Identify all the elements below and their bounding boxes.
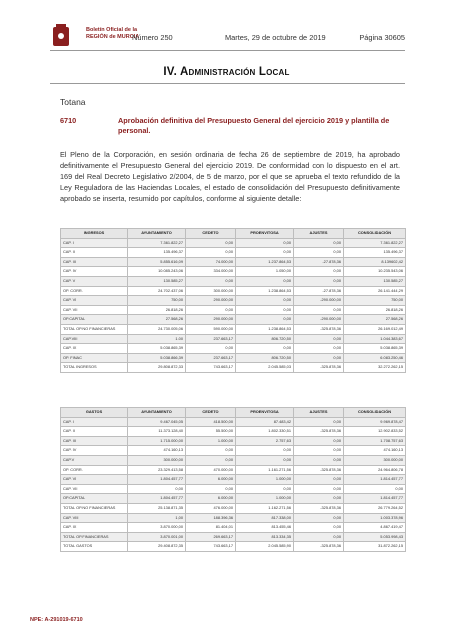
table-cell: 1.161.271,56 [236,465,294,475]
table-cell: -325.878,36 [294,363,344,373]
table-cell: 24.730.005,06 [128,324,186,334]
table-cell: 29.408.872,35 [128,542,186,552]
table-row [61,305,406,315]
table-cell: 1.814.457,77 [344,494,406,504]
table-cell: 476.000,00 [186,503,236,513]
table-row [61,475,406,485]
table-cell: 0,00 [236,344,294,354]
table-cell: 0,00 [294,417,344,427]
table-cell: 750,00 [128,296,186,306]
table-cell: 0,00 [186,238,236,248]
table-cell: 7.361.822,27 [344,238,406,248]
table-cell: 743.663,17 [186,363,236,373]
table-cell: 0,00 [236,248,294,258]
income-table-header [61,229,406,239]
table-row [61,257,406,267]
table-cell: 27.568,26 [344,315,406,325]
table-cell: 817.338,00 [236,513,294,523]
table-row [61,494,406,504]
region-crest-icon [50,24,82,48]
table-cell: -27.878,36 [294,257,344,267]
table-cell: 0,00 [186,248,236,258]
table-cell: 0,00 [294,532,344,542]
table-cell: 9.467.045,05 [128,417,186,427]
row-label: CAP.VIII [61,334,128,344]
table-cell: -325.878,36 [294,465,344,475]
table-row [61,315,406,325]
table-cell: 5.038.865,39 [128,344,186,354]
row-label: CAP. VIII [61,513,128,523]
table-cell: 0,00 [186,276,236,286]
table-row [61,267,406,277]
table-cell: 74.000,00 [186,257,236,267]
table-cell: 5.038.865,39 [344,344,406,354]
table-cell: 0,00 [186,455,236,465]
row-label: CAP. I [61,417,128,427]
row-label: CAP. II [61,427,128,437]
table-cell: 2.757,63 [236,436,294,446]
table-cell: 6.083.250,46 [344,353,406,363]
logo-line-2: REGIÓN de MURCIA [86,33,140,40]
table-cell: 0,00 [294,455,344,465]
table-cell: 1.814.457,77 [344,475,406,485]
issue-date: Martes, 29 de octubre de 2019 [225,33,326,42]
table-cell: 474.160,13 [344,446,406,456]
table-cell: 29.808.872,33 [128,363,186,373]
table-cell: 0,00 [294,248,344,258]
municipality-name: Totana [60,97,86,107]
table-cell: 0,00 [294,238,344,248]
table-cell: -290.000,00 [294,296,344,306]
table-cell: 6.000,00 [186,475,236,485]
row-label: CAP. VII [61,484,128,494]
announcement-title: Aprobación definitiva del Presupuesto General del ejercicio 2019 y plantilla de personal. [118,116,390,135]
row-label: OP.CAPITAL [61,315,128,325]
page-header [50,24,405,48]
table-cell: 813.455,46 [236,523,294,533]
table-row [61,455,406,465]
column-header: CONSOLIDACIÓN [344,408,406,418]
row-label: TOTAL GASTOS [61,542,128,552]
row-label: TOTAL OP.NO FINANCIERAS [61,503,128,513]
row-label: TOTAL OP.NO FINANCIERAS [61,324,128,334]
table-cell: 334.000,00 [186,267,236,277]
table-cell: -325.878,36 [294,427,344,437]
table-cell: 6.000,00 [186,494,236,504]
table-cell: 12.902.833,52 [344,427,406,437]
table-cell: 7.361.822,27 [128,238,186,248]
table-cell: 0,00 [236,276,294,286]
table-cell: 474.160,13 [128,446,186,456]
table-cell: -27.878,36 [294,286,344,296]
table-cell: 0,00 [294,475,344,485]
row-label: CAP.V [61,455,128,465]
table-cell: 0,00 [294,344,344,354]
table-row [61,324,406,334]
table-cell: 0,00 [294,334,344,344]
table-cell: 4.867.419,47 [344,523,406,533]
column-header: CEDETO [186,229,236,239]
table-cell: 0,00 [294,436,344,446]
table-cell: 0,00 [236,238,294,248]
table-cell: 2.045.585,03 [236,363,294,373]
row-label: CAP. I [61,238,128,248]
table-cell: 0,00 [344,484,406,494]
table-row [61,532,406,542]
income-table-body [61,238,406,372]
column-header: AYUNTAMIENTO [128,408,186,418]
table-cell: 0,00 [294,267,344,277]
row-label: OP. CORR. [61,286,128,296]
column-header: PROENVITOSA [236,229,294,239]
expense-table-body [61,417,406,551]
table-cell: 32.272.262,15 [344,363,406,373]
table-cell: 1,00 [128,513,186,523]
table-cell: 55.500,00 [186,427,236,437]
table-cell: 81.404,01 [186,523,236,533]
row-label: CAP. IX [61,344,128,354]
table-cell: 0,00 [294,446,344,456]
table-cell: 0,00 [236,315,294,325]
table-cell: 0,00 [236,446,294,456]
issue-number: Número 250 [132,33,173,42]
table-cell: 0,00 [236,484,294,494]
row-label: CAP. III [61,257,128,267]
table-cell: 10.235.543,06 [344,267,406,277]
table-row [61,344,406,354]
table-cell: 1.802.330,51 [236,427,294,437]
row-label: CAP. III [61,436,128,446]
table-cell: 0,00 [294,305,344,315]
table-cell: 25.138.871,35 [128,503,186,513]
row-label: CAP. IV [61,446,128,456]
table-row [61,436,406,446]
row-label: CAP. V [61,276,128,286]
table-cell: 813.334,35 [236,532,294,542]
column-header: CEDETO [186,408,236,418]
table-row [61,296,406,306]
table-cell: 5.053.998,43 [344,532,406,542]
column-header: CONSOLIDACIÓN [344,229,406,239]
row-label: CAP. IX [61,523,128,533]
row-label: CAP. IV [61,267,128,277]
row-label: CAP. VI [61,475,128,485]
column-header: AJUSTES [294,408,344,418]
table-cell: 3.870.000,00 [128,523,186,533]
table-cell: 135.496,37 [128,248,186,258]
section-divider [50,83,405,84]
expense-table [60,407,406,552]
table-row [61,238,406,248]
page-number: Página 30605 [359,33,405,42]
table-cell: 1.804.457,77 [128,475,186,485]
table-row [61,513,406,523]
table-row [61,446,406,456]
expense-table-header [61,408,406,418]
table-cell: 3.870.001,00 [128,532,186,542]
table-cell: 0,00 [236,296,294,306]
table-cell: 0,00 [294,523,344,533]
table-cell: 237.663,17 [186,334,236,344]
table-cell: 1.00 [128,334,186,344]
table-cell: 1.238.864,53 [236,286,294,296]
table-row [61,427,406,437]
row-label: TOTAL INGRESOS [61,363,128,373]
table-cell: -325.878,36 [294,324,344,334]
table-cell: 750,00 [344,296,406,306]
table-cell: 0,00 [294,276,344,286]
announcement-number: 6710 [60,116,77,125]
table-row [61,542,406,552]
table-row [61,248,406,258]
table-cell: 8.139602,42 [344,257,406,267]
row-label: CAP. II [61,248,128,258]
table-cell: 806.720,50 [236,334,294,344]
table-cell: 26.169.012,49 [344,324,406,334]
table-cell: 5.855.616,09 [128,257,186,267]
income-table [60,228,406,373]
table-cell: 0,00 [294,353,344,363]
logo-line-1: Boletín Oficial de la [86,27,138,33]
table-row [61,484,406,494]
table-cell: 470.000,00 [186,465,236,475]
table-row [61,417,406,427]
column-header: AYUNTAMIENTO [128,229,186,239]
announcement-body: El Pleno de la Corporación, en sesión ordinaria de fecha 26 de septiembre de 2019, ha aprobado definitivamente el Presupuesto General del ejercicio 2019. De conformidad con lo dispuesto en el art. 169 del Real Decreto Legislativo 2/2004, de 5 de marzo, por el que se aprueba el texto refundido de la Ley Reguladora de las Haciendas Locales, el estado de consolidación del Presupuesto definitivamente aprobado se inserta, resumido por capítulos, conforme al siguiente detalle: [60,150,400,203]
table-cell: 188.396,36 [186,513,236,523]
header-divider [50,50,405,51]
table-cell: 0,00 [294,513,344,523]
row-label: OP. FINAC [61,353,128,363]
table-cell: -325.878,36 [294,503,344,513]
table-cell: 135.496,37 [344,248,406,258]
table-cell: 300.000,00 [186,286,236,296]
row-label: OP.CAPITAL [61,494,128,504]
table-cell: 0,00 [236,305,294,315]
table-cell: 24.964.806,78 [344,465,406,475]
table-cell: 418.500,00 [186,417,236,427]
table-cell: 0,00 [128,484,186,494]
column-header: PROENVITOSA [236,408,294,418]
column-header: INGRESOS [61,229,128,239]
table-cell: 806.720,50 [236,353,294,363]
table-cell: 9.969.878,47 [344,417,406,427]
table-cell: 10.085.243,06 [128,267,186,277]
table-cell: -325.878,36 [294,542,344,552]
table-cell: 743.663,17 [186,542,236,552]
table-cell: 0,00 [186,305,236,315]
column-header: GASTOS [61,408,128,418]
table-cell: 27.568,26 [128,315,186,325]
table-cell: 237.663,17 [186,353,236,363]
table-cell: 1.000,00 [236,475,294,485]
table-row [61,276,406,286]
row-label: CAP. VI [61,296,128,306]
table-cell: 26.779.264,52 [344,503,406,513]
section-title: IV. Administración Local [163,66,290,78]
table-row [61,334,406,344]
table-cell: 23.329.413,58 [128,465,186,475]
table-cell: 300.000,00 [344,455,406,465]
table-cell: 26.818,26 [344,305,406,315]
table-cell: 1.715.000,00 [128,436,186,446]
table-cell: 0,00 [186,446,236,456]
table-cell: 26.141.444,29 [344,286,406,296]
npe-code: NPE: A-291019-6710 [30,617,83,623]
table-row [61,353,406,363]
table-cell: 0,00 [236,455,294,465]
table-cell: 1.804.457,77 [128,494,186,504]
table-cell: 0,00 [186,484,236,494]
table-cell: 590.000,00 [186,324,236,334]
table-row [61,286,406,296]
table-cell: 1.044.383,67 [344,334,406,344]
table-cell: 24.702.437,06 [128,286,186,296]
table-cell: 290.000,00 [186,315,236,325]
table-cell: 87.483,42 [236,417,294,427]
table-cell: 300.000,00 [128,455,186,465]
table-cell: 130.585,27 [344,276,406,286]
table-cell: 1.237.864,53 [236,257,294,267]
table-cell: 11.373.128,40 [128,427,186,437]
table-cell: 5.038.866,39 [128,353,186,363]
table-cell: 1.238.864,53 [236,324,294,334]
table-cell: 31.872.262,15 [344,542,406,552]
row-label: TOTAL OP.FINANCIERAS [61,532,128,542]
table-row [61,503,406,513]
table-cell: 0,00 [186,344,236,354]
table-cell: 0,00 [294,494,344,504]
table-row [61,523,406,533]
row-label: CAP. VII [61,305,128,315]
table-cell: 1.000,00 [236,494,294,504]
table-cell: 1.000,00 [186,436,236,446]
table-cell: 269.663,17 [186,532,236,542]
row-label: OP. CORR. [61,465,128,475]
table-cell: 1.050,00 [236,267,294,277]
table-cell: 1.162.271,56 [236,503,294,513]
table-cell: 2.045.585,90 [236,542,294,552]
table-cell: 130.585,27 [128,276,186,286]
table-cell: 290.000,00 [186,296,236,306]
table-cell: 1.708.757,63 [344,436,406,446]
table-cell: 1.003.378,96 [344,513,406,523]
column-header: AJUSTES [294,229,344,239]
table-cell: 26.818,26 [128,305,186,315]
table-cell: 0,00 [294,484,344,494]
table-cell: -290.000,00 [294,315,344,325]
table-row [61,363,406,373]
table-row [61,465,406,475]
